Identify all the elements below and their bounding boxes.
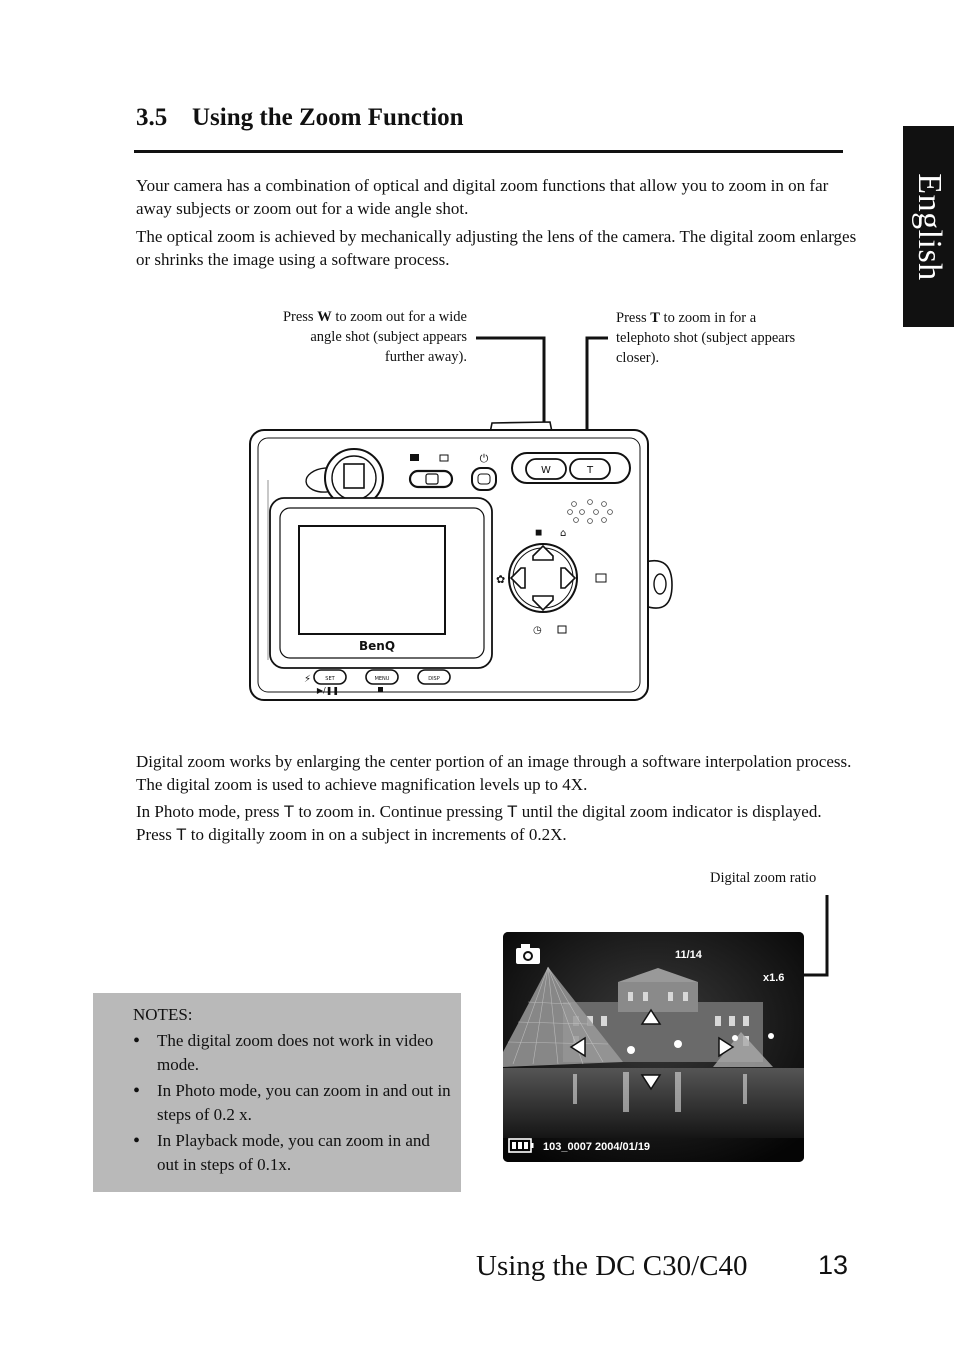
dz-text-c: until the digital zoom indicator is displayed. Press	[136, 802, 822, 844]
dz-key-2: T	[507, 802, 518, 821]
language-tab-label: English	[910, 172, 948, 281]
language-tab	[903, 126, 954, 327]
dz-text-d: to digitally zoom in on a subject in increments of 0.2X.	[186, 825, 567, 844]
dz-key-1: T	[283, 802, 295, 821]
zoom-ratio-callout: Digital zoom ratio	[710, 870, 817, 886]
dz-key-3: T	[176, 825, 187, 844]
strap-lug	[645, 561, 672, 608]
section-number: 3.5	[136, 104, 168, 131]
svg-text:⌂: ⌂	[560, 528, 567, 539]
menu-button-label: MENU	[374, 676, 390, 682]
dz-text-a: In Photo mode, press	[136, 802, 284, 821]
note-item: • The digital zoom does not work in video mode.	[133, 1029, 453, 1077]
lcd-screenshot	[503, 932, 804, 1162]
footer-title: Using the DC C30/C40	[476, 1250, 748, 1282]
camera-back-illustration	[240, 330, 680, 710]
svg-text:▶/❚❚: ▶/❚❚	[316, 686, 340, 695]
brand-logo: BenQ	[358, 639, 396, 653]
set-button-label: SET	[325, 676, 335, 682]
page-number: 13	[818, 1250, 849, 1280]
frame-counter: 11/14	[675, 949, 702, 961]
callout-w-post: to zoom out for a wide angle shot (subject appears further away).	[310, 309, 467, 365]
svg-text:⏻: ⏻	[479, 452, 489, 465]
power-button	[472, 468, 496, 490]
note-item: • In Photo mode, you can zoom in and out in steps of 0.2 x.	[133, 1079, 453, 1127]
lcd-screen	[299, 526, 445, 634]
intro-paragraph-2: The optical zoom is achieved by mechanically adjusting the lens of the camera. The digital zoom enlarges or shrinks the image using a software process.	[136, 227, 857, 269]
dz-text-b: to zoom in. Continue pressing	[294, 802, 508, 821]
file-info: 103_0007 2004/01/19	[543, 1141, 651, 1153]
callout-t-key: T	[650, 310, 660, 326]
svg-text:◷: ◷	[533, 625, 542, 636]
camera-mode-icon	[410, 454, 419, 461]
svg-text:◼: ◼	[535, 528, 543, 538]
notes-title: NOTES:	[133, 1005, 193, 1024]
zoom-in-label: T	[586, 465, 594, 476]
digital-zoom-paragraph-2	[136, 800, 860, 846]
callout-w-pre: Press	[282, 309, 318, 325]
digital-zoom-paragraph-1: Digital zoom works by enlarging the center portion of an image through a software interpolation process. The digital zoom is used to achieve magnification levels up to 4X.	[136, 752, 852, 794]
notes-list	[133, 1029, 453, 1179]
callout-w-key: W	[317, 309, 332, 325]
note-item: • In Playback mode, you can zoom in and out in steps of 0.1x.	[133, 1129, 453, 1177]
louvre-photo	[503, 932, 804, 1162]
heading-rule	[134, 150, 843, 153]
notes-box	[93, 993, 461, 1192]
disp-button-label: DISP	[428, 676, 440, 682]
svg-text:✿: ✿	[496, 573, 506, 586]
callout-t-post: to zoom in for a telephoto shot (subject appears closer).	[616, 310, 796, 366]
section-title: Using the Zoom Function	[192, 104, 464, 131]
digital-zoom-indicator: x1.6	[763, 972, 785, 984]
svg-text:⚡: ⚡	[304, 674, 312, 685]
callout-t-pre: Press	[616, 310, 651, 326]
section-heading	[136, 104, 464, 132]
intro-paragraph-1: Your camera has a combination of optical and digital zoom functions that allow you to zoom in on far away subjects or zoom out for a wide angle shot.	[136, 176, 829, 218]
zoom-out-label: W	[541, 465, 551, 476]
